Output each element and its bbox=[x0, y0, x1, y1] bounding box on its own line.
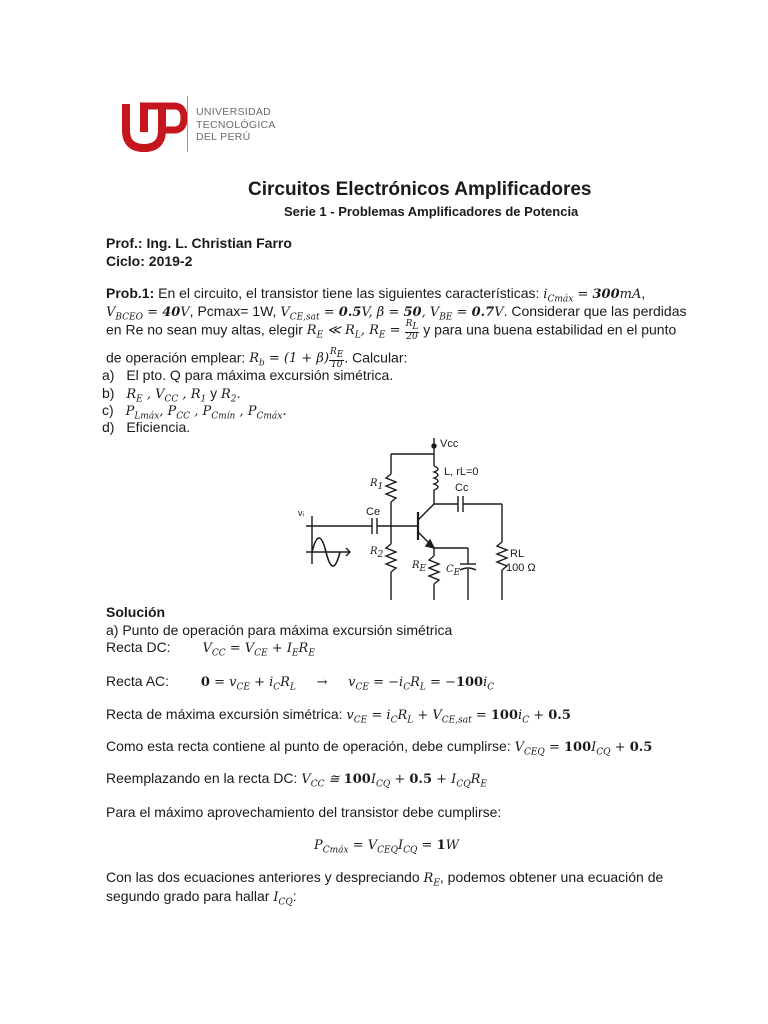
recta-dc-label: Recta DC: bbox=[106, 639, 171, 655]
item-letter: a) bbox=[102, 367, 115, 383]
formula-re-rl: $R_E$ ≪ $R_L$, $R_E$ = $\frac{R_L}{20}$ bbox=[306, 319, 419, 342]
item-c-formula: $P_{Lmáx}$, $P_{CC}$ , $P_{Cmín}$ , $P_{Cmáx}$. bbox=[125, 404, 287, 422]
item-text: El pto. Q para máxima excursión simétrica. bbox=[126, 367, 394, 383]
maximo-line: Para el máximo aprovechamiento del transistor debe cumplirse: bbox=[106, 804, 502, 820]
formula-pcmax: $P_{Cmáx} = V_{CEQ}I_{CQ} = 1W$ bbox=[314, 838, 460, 856]
problem-text-3: . Considerar que las perdidas bbox=[503, 303, 687, 319]
formula-rb: $R_b = (1 + \beta)$ $\frac{R_E}{10}$ bbox=[249, 347, 344, 370]
formula-recta-dc: $V_{CC} = V_{CE} + I_ER_E$ bbox=[202, 641, 315, 659]
label-vcc: Vcc bbox=[440, 438, 459, 450]
label-re: $R_E$ bbox=[412, 560, 427, 574]
reemplazando-line bbox=[106, 769, 487, 794]
reemplazando-label: Reemplazando en la recta DC: bbox=[106, 770, 298, 786]
list-item-d bbox=[102, 419, 190, 436]
problem-text-2: , Pcmax= 1W, bbox=[189, 303, 277, 319]
formula-re-ref: $R_E$ bbox=[423, 871, 440, 889]
con-las-text-1: Con las dos ecuaciones anteriores y despreciando bbox=[106, 869, 420, 885]
amplifier-circuit-icon bbox=[290, 436, 550, 606]
label-rl: RL bbox=[510, 548, 525, 560]
university-line-3: DEL PERÚ bbox=[196, 131, 251, 143]
formula-icmax: $i_{Cmáx} = 300mA$ bbox=[543, 287, 642, 305]
label-cc: Cc bbox=[455, 482, 469, 494]
item-letter: d) bbox=[102, 419, 115, 435]
professor: Prof.: Ing. L. Christian Farro bbox=[106, 235, 292, 251]
item-letter: b) bbox=[102, 385, 115, 401]
item-b-r2: $R_2$. bbox=[221, 387, 241, 405]
label-r1: $R_1$ bbox=[370, 478, 384, 492]
formula-vceq: $V_{CEQ} = 100I_{CQ} + 0.5$ bbox=[514, 740, 653, 758]
formula-vcc-approx: $V_{CC}$ ≅ $100I_{CQ} + 0.5 + I_{CQ}R_E$ bbox=[301, 772, 487, 790]
problem-line-1: Prob.1: En el circuito, el transistor tiene las siguientes características: $i_{Cmáx} = 300mA$, bbox=[106, 285, 646, 305]
con-las-text-2: , podemos obtener una ecuación de bbox=[439, 869, 664, 885]
university-line-1: UNIVERSIDAD bbox=[196, 106, 272, 118]
list-item-a bbox=[102, 367, 393, 384]
item-letter: c) bbox=[102, 402, 114, 418]
recta-ac-label: Recta AC: bbox=[106, 673, 170, 689]
university-line-2: TECNOLÓGICA bbox=[196, 118, 276, 131]
formula-icq: $I_{CQ}$ bbox=[273, 890, 293, 908]
problem-text-6: de operación emplear: bbox=[106, 349, 246, 366]
formula-recta-max: $v_{CE} = i_CR_L + V_{CE,sat} = 100i_C + 0.5$ bbox=[346, 708, 571, 726]
label-ce-bypass: $C_E$ bbox=[446, 564, 461, 578]
problem-text-1: En el circuito, el transistor tiene las siguientes características: bbox=[158, 285, 540, 301]
problem-text-5: y para una buena estabilidad en el punto bbox=[423, 321, 677, 338]
label-inductor: L, rL=0 bbox=[444, 466, 479, 478]
problem-text-4: en Re no sean muy altas, elegir bbox=[106, 321, 303, 338]
recta-max-label: Recta de máxima excursión simétrica: bbox=[106, 706, 343, 722]
segundo-line: segundo grado para hallar $I_{CQ}$: bbox=[106, 888, 297, 908]
logo-divider bbox=[187, 96, 188, 152]
item-b-and: y bbox=[210, 385, 218, 401]
university-name bbox=[196, 106, 276, 144]
recta-max-line bbox=[106, 705, 571, 730]
item-b-formula: $R_E$ , $V_{CC}$ , $R_1$ bbox=[126, 387, 207, 405]
recta-ac-line bbox=[106, 672, 494, 697]
solution-part-a: a) Punto de operación para máxima excursión simétrica bbox=[106, 622, 453, 638]
utp-logo bbox=[118, 96, 188, 156]
circuit-diagram bbox=[290, 436, 550, 606]
utp-logo-mark-icon bbox=[118, 96, 188, 156]
cycle: Ciclo: 2019-2 bbox=[106, 253, 193, 269]
label-vi: vᵢ bbox=[298, 508, 304, 518]
segundo-text: segundo grado para hallar bbox=[106, 888, 270, 904]
formula-recta-ac: $0 = v_{CE} + i_CR_L$ → $v_{CE} = -i_CR_L = -100i_C$ bbox=[200, 675, 495, 693]
label-r2: $R_2$ bbox=[370, 546, 384, 560]
pcmax-equation bbox=[314, 835, 459, 860]
problem-text-7: . Calcular: bbox=[344, 349, 408, 366]
problem-line-3 bbox=[106, 320, 676, 345]
formula-vcesat: $V_{CE,sat} = 0.5V$, β = 50, $V_{BE} = 0.7V$ bbox=[280, 305, 504, 323]
item-text: Eficiencia. bbox=[126, 419, 191, 435]
label-ce: Ce bbox=[366, 506, 381, 518]
formula-vbceo: $V_{BCEO} = 40V$ bbox=[106, 305, 190, 323]
problem-label: Prob.1: bbox=[106, 285, 155, 301]
contiene-label: Como esta recta contiene al punto de operación, debe cumplirse: bbox=[106, 738, 511, 754]
document-title: Circuitos Electrónicos Amplificadores bbox=[248, 179, 592, 200]
solution-heading: Solución bbox=[106, 604, 166, 620]
label-rl-value: 100 Ω bbox=[506, 562, 536, 574]
document-subtitle: Serie 1 - Problemas Amplificadores de Potencia bbox=[284, 204, 579, 219]
contiene-line bbox=[106, 737, 652, 762]
recta-dc-line bbox=[106, 638, 315, 663]
